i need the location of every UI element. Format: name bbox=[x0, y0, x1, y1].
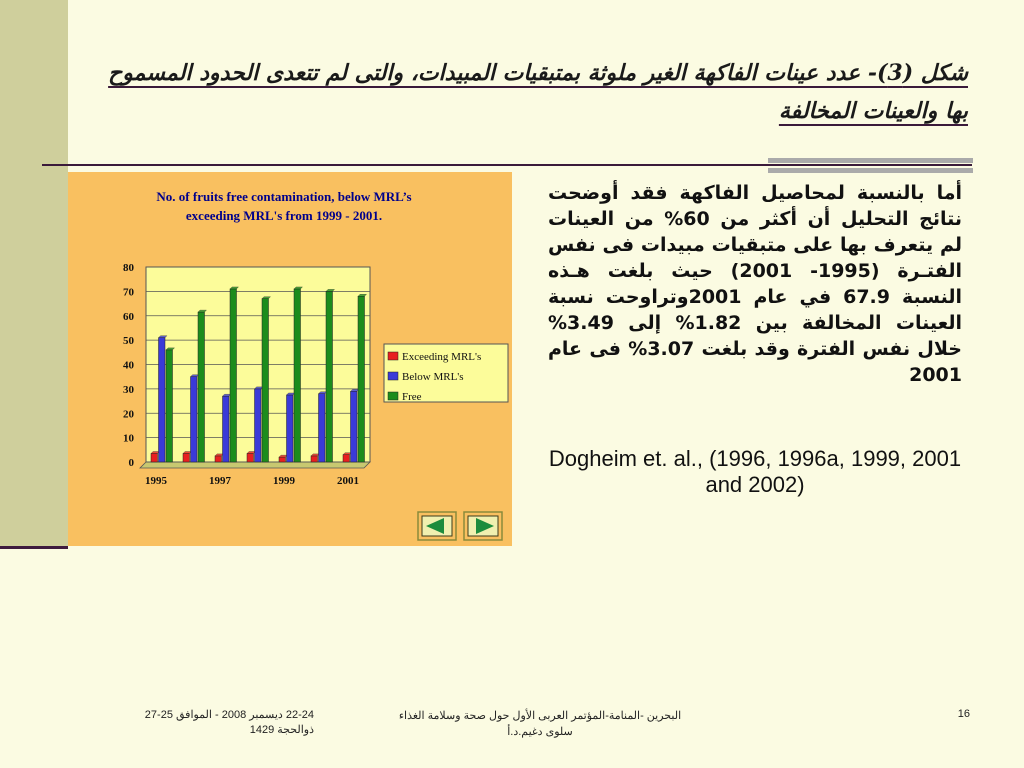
left-accent-bar bbox=[0, 0, 68, 548]
bar-exceeding-mrl-s-2001 bbox=[343, 455, 350, 462]
y-tick-label: 50 bbox=[123, 335, 134, 348]
legend-label: Free bbox=[402, 391, 422, 403]
footer-date bbox=[104, 708, 314, 738]
slide-title: شكل (3)- عدد عينات الفاكهة الغير ملوثة بمتبقيات المبيدات، والتى لم تتعدى الحدود المسموح بها والعينات المخالفة bbox=[108, 60, 968, 124]
legend-label: Below MRL's bbox=[402, 371, 464, 383]
plot-floor bbox=[140, 462, 370, 468]
reference-citation: Dogheim et. al., (1996, 1996a, 1999, 2001 and 2002) bbox=[548, 446, 962, 497]
bar-exceeding-mrl-s-1995 bbox=[151, 453, 158, 462]
legend-swatch bbox=[388, 392, 398, 400]
bar-exceeding-mrl-s-1998 bbox=[247, 453, 254, 462]
x-tick-label: 1997 bbox=[209, 475, 231, 487]
bar-below-mrl-s-1996 bbox=[191, 377, 198, 462]
bar-free-1996 bbox=[198, 312, 205, 462]
footer-date-line-1: 22-24 ديسمبر 2008 - الموافق 25-27 bbox=[144, 709, 314, 721]
left-accent-rule bbox=[0, 546, 68, 549]
prev-slide-button[interactable] bbox=[418, 512, 456, 540]
x-tick-label: 1999 bbox=[273, 475, 295, 487]
y-tick-label: 30 bbox=[123, 383, 134, 396]
x-tick-label: 1995 bbox=[145, 475, 167, 487]
y-tick-label: 20 bbox=[123, 408, 134, 421]
footer-date-line-2: ذوالحجة 1429 bbox=[249, 724, 314, 736]
bar-free-1997 bbox=[230, 289, 237, 462]
y-tick-label: 10 bbox=[123, 432, 134, 445]
bar-below-mrl-s-1998 bbox=[255, 389, 262, 462]
page-number: 16 bbox=[957, 708, 970, 720]
bar-exceeding-mrl-s-1996 bbox=[183, 453, 190, 462]
y-tick-label: 60 bbox=[123, 310, 134, 323]
y-tick-label: 0 bbox=[128, 457, 134, 469]
bar-below-mrl-s-1997 bbox=[223, 396, 230, 462]
bar-chart bbox=[68, 172, 512, 546]
footer-conference-line-1: البحرين -المنامة-المؤتمر العربى الأول حول صحة وسلامة الغذاء bbox=[398, 710, 682, 722]
chart-title-line-2: exceeding MRL's from 1999 - 2001. bbox=[185, 208, 383, 223]
bar-below-mrl-s-2001 bbox=[351, 391, 358, 462]
legend-swatch bbox=[388, 372, 398, 380]
legend-swatch bbox=[388, 352, 398, 360]
slide-body-text: أما بالنسبة لمحاصيل الفاكهة فقد أوضحت نتائج التحليل أن أكثر من 60% من العينات لم يتعرف بها على متبقيات مبيدات فى نفس الفتـرة (1995- 2001) حيث بلغت هـذه النسبة 67.9 في عام 2001وتراوحت نسبة العينات المخالفة بين 1.82% إلى 3.49% خلال نفس الفترة وقد بلغت 3.07% فى عام 2001 bbox=[548, 182, 963, 386]
chart-legend bbox=[384, 344, 508, 403]
bar-exceeding-mrl-s-1997 bbox=[215, 456, 222, 462]
title-divider bbox=[42, 164, 972, 166]
next-slide-button[interactable] bbox=[464, 512, 502, 540]
y-tick-label: 70 bbox=[123, 286, 134, 299]
y-tick-label: 80 bbox=[123, 262, 134, 274]
x-tick-label: 2001 bbox=[337, 475, 359, 487]
bar-exceeding-mrl-s-1999 bbox=[279, 457, 286, 462]
decor-bar-bottom bbox=[768, 168, 973, 173]
chart-title-line-1: No. of fruits free contamination, below MRL’s bbox=[156, 189, 412, 204]
chart-panel bbox=[68, 172, 512, 546]
footer-conference-line-2: سلوى دغيم.د.أ bbox=[507, 726, 573, 738]
y-tick-label: 40 bbox=[123, 359, 134, 372]
bar-free-1999 bbox=[294, 289, 301, 462]
footer-conference bbox=[380, 708, 700, 740]
bar-free-2000 bbox=[326, 291, 333, 462]
bar-below-mrl-s-1999 bbox=[287, 395, 294, 462]
bar-below-mrl-s-2000 bbox=[319, 394, 326, 462]
bar-free-2001 bbox=[358, 296, 365, 462]
decor-bar-top bbox=[768, 158, 973, 163]
bar-below-mrl-s-1995 bbox=[159, 338, 166, 462]
bar-free-1998 bbox=[262, 299, 269, 462]
bar-free-1995 bbox=[166, 350, 173, 462]
bar-exceeding-mrl-s-2000 bbox=[311, 456, 318, 462]
legend-label: Exceeding MRL's bbox=[402, 351, 482, 363]
